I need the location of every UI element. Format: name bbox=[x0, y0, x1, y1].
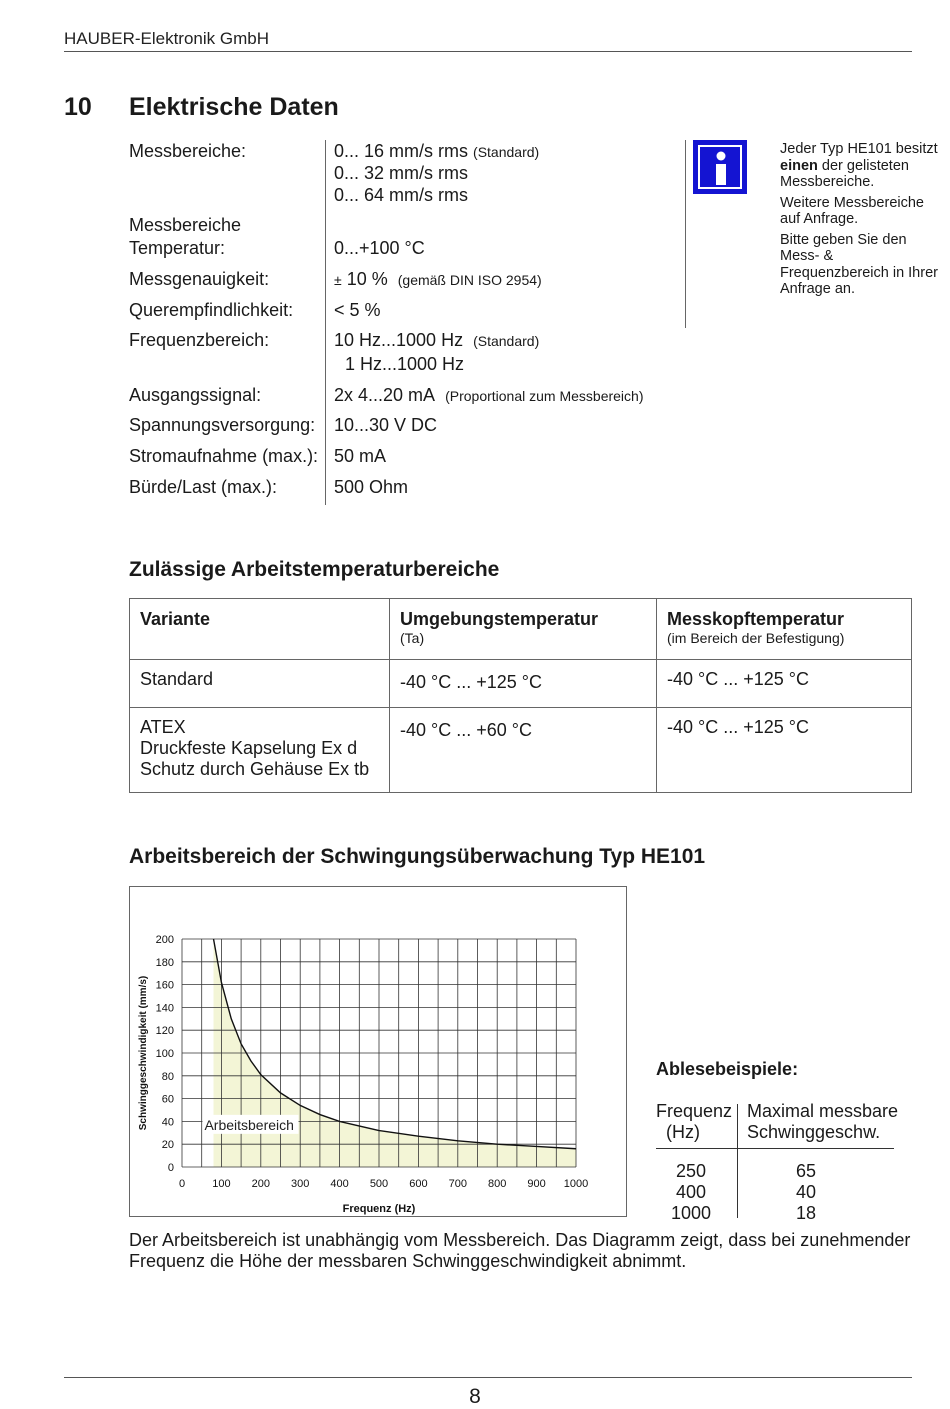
info-note-p1: Jeder Typ HE101 besitzt einen der gelisteten Messbereiche. bbox=[780, 141, 938, 190]
x-tick-label: 0 bbox=[178, 1178, 186, 1190]
temp-header-messkopf: Messkopftemperatur (im Bereich der Befestigung) bbox=[667, 609, 845, 646]
y-tick-label: 100 bbox=[155, 1048, 174, 1060]
x-tick-label: 800 bbox=[488, 1178, 507, 1190]
x-tick-label: 100 bbox=[212, 1178, 231, 1190]
x-tick-label: 700 bbox=[448, 1178, 467, 1190]
spec-label-messbereiche: Messbereiche: bbox=[129, 141, 247, 161]
ablese-freq-400: 400 bbox=[675, 1182, 707, 1202]
spec-value-quer: < 5 % bbox=[334, 300, 381, 320]
temp-header-variante: Variante bbox=[140, 609, 211, 629]
spec-label-spannung: Spannungsversorgung: bbox=[129, 415, 316, 435]
x-tick-label: 400 bbox=[330, 1178, 349, 1190]
y-tick-label: 20 bbox=[161, 1139, 174, 1152]
spec-value-buerde: 500 Ohm bbox=[334, 477, 409, 497]
temp-cell-head: -40 °C ... +125 °C bbox=[667, 669, 809, 689]
spec-label-ausgang: Ausgangssignal: bbox=[129, 385, 262, 405]
x-tick-label: 500 bbox=[369, 1178, 389, 1190]
info-note bbox=[780, 141, 940, 302]
chart-section-title: Arbeitsbereich der Schwingungsüberwachung Typ HE101 bbox=[129, 845, 706, 868]
info-note-p2: Weitere Messbereiche auf Anfrage. bbox=[780, 194, 924, 227]
ablese-col1-header-1: Frequenz bbox=[656, 1101, 733, 1121]
spec-value-frequenz-1: 10 Hz...1000 Hz (Standard) bbox=[334, 330, 540, 350]
table-row bbox=[130, 708, 912, 793]
footer-rule bbox=[64, 1377, 912, 1378]
x-axis-label: Frequenz (Hz) bbox=[342, 1203, 416, 1215]
x-tick-label: 200 bbox=[251, 1178, 270, 1190]
temp-cell-ambient: -40 °C ... +125 °C bbox=[400, 672, 542, 692]
temp-header-umgebung: Umgebungstemperatur (Ta) bbox=[400, 609, 599, 646]
ablese-col2-header-1: Maximal messbare bbox=[747, 1101, 899, 1121]
section-number: 10 bbox=[64, 93, 92, 121]
spec-label-temperatur-2: Temperatur: bbox=[129, 238, 226, 258]
spec-value-frequenz-2: 1 Hz...1000 Hz bbox=[345, 354, 465, 374]
ablese-title: Ablesebeispiele: bbox=[656, 1059, 799, 1079]
spec-label-temperatur-1: Messbereiche bbox=[129, 215, 242, 235]
spec-label-strom: Stromaufnahme (max.): bbox=[129, 446, 319, 466]
temp-cell-ambient: -40 °C ... +60 °C bbox=[400, 720, 532, 740]
working-range-chart bbox=[130, 887, 626, 1216]
ablese-freq-1000: 1000 bbox=[670, 1203, 712, 1223]
spec-label-quer: Querempfindlichkeit: bbox=[129, 300, 294, 320]
y-tick-label: 120 bbox=[155, 1025, 174, 1038]
chart-explanation: Der Arbeitsbereich ist unabhängig vom Messbereich. Das Diagramm zeigt, dass bei zunehmender Frequenz die Höhe der messbaren Schwinggeschwindigkeit abnimmt. bbox=[129, 1230, 911, 1271]
ablese-speed-40: 40 bbox=[795, 1182, 817, 1202]
y-tick-label: 0 bbox=[167, 1162, 174, 1174]
info-icon bbox=[693, 140, 747, 194]
x-tick-label: 1000 bbox=[563, 1178, 589, 1190]
ablese-divider-h bbox=[656, 1148, 894, 1149]
page-header: HAUBER-Elektronik GmbH bbox=[64, 29, 269, 48]
section-title: Elektrische Daten bbox=[129, 93, 339, 121]
spec-divider bbox=[325, 140, 326, 505]
spec-value-messbereiche-1: 0... 16 mm/s rms (Standard) bbox=[334, 141, 540, 161]
x-tick-label: 900 bbox=[527, 1178, 546, 1190]
x-tick-label: 600 bbox=[409, 1178, 428, 1190]
temp-cell-head: -40 °C ... +125 °C bbox=[667, 717, 809, 737]
info-note-p3: Bitte geben Sie den Mess- & Frequenzbereich in Ihrer Anfrage an. bbox=[780, 231, 938, 297]
area-label: Arbeitsbereich bbox=[204, 1116, 294, 1133]
ablese-speed-18: 18 bbox=[795, 1203, 817, 1223]
y-tick-label: 180 bbox=[155, 956, 174, 969]
spec-value-messbereiche-2: 0... 32 mm/s rms bbox=[334, 163, 469, 183]
page-number: 8 bbox=[469, 1385, 481, 1408]
y-tick-label: 80 bbox=[161, 1070, 174, 1083]
temp-cell-variant: ATEX Druckfeste Kapselung Ex d Schutz durch Gehäuse Ex tb bbox=[140, 717, 370, 779]
y-tick-label: 40 bbox=[161, 1116, 174, 1129]
spec-label-frequenz: Frequenzbereich: bbox=[129, 330, 270, 350]
spec-value-messbereiche-3: 0... 64 mm/s rms bbox=[334, 185, 469, 205]
ablese-freq-250: 250 bbox=[675, 1161, 707, 1181]
temp-table-title: Zulässige Arbeitstemperaturbereiche bbox=[129, 558, 500, 581]
spec-label-buerde: Bürde/Last (max.): bbox=[129, 477, 278, 497]
y-axis-label: Schwinggeschwindigkeit (mm/s) bbox=[138, 975, 149, 1131]
spec-value-genauigkeit: ± 10 % (gemäß DIN ISO 2954) bbox=[334, 269, 542, 289]
y-tick-label: 200 bbox=[155, 934, 174, 946]
spec-value-spannung: 10...30 V DC bbox=[334, 415, 438, 435]
chart-frame bbox=[129, 886, 627, 1217]
info-divider bbox=[685, 140, 686, 328]
header-rule bbox=[64, 51, 912, 52]
temp-table-header-row bbox=[130, 599, 912, 660]
y-tick-label: 140 bbox=[155, 1002, 174, 1015]
spec-label-genauigkeit: Messgenauigkeit: bbox=[129, 269, 270, 289]
y-tick-label: 60 bbox=[161, 1093, 174, 1106]
ablese-divider-v bbox=[737, 1104, 738, 1218]
spec-value-strom: 50 mA bbox=[334, 446, 387, 466]
ablese-col2-header-2: Schwinggeschw. bbox=[747, 1122, 881, 1142]
temp-cell-variant: Standard bbox=[140, 669, 214, 689]
y-tick-label: 160 bbox=[155, 979, 174, 992]
x-tick-label: 300 bbox=[291, 1178, 310, 1190]
ablese-speed-65: 65 bbox=[795, 1161, 817, 1181]
temp-table bbox=[129, 598, 912, 793]
spec-value-ausgang: 2x 4...20 mA (Proportional zum Messbereich) bbox=[334, 385, 644, 405]
table-row bbox=[130, 660, 912, 708]
ablese-col1-header-2: (Hz) bbox=[666, 1122, 700, 1142]
spec-value-temperatur: 0...+100 °C bbox=[334, 238, 425, 258]
